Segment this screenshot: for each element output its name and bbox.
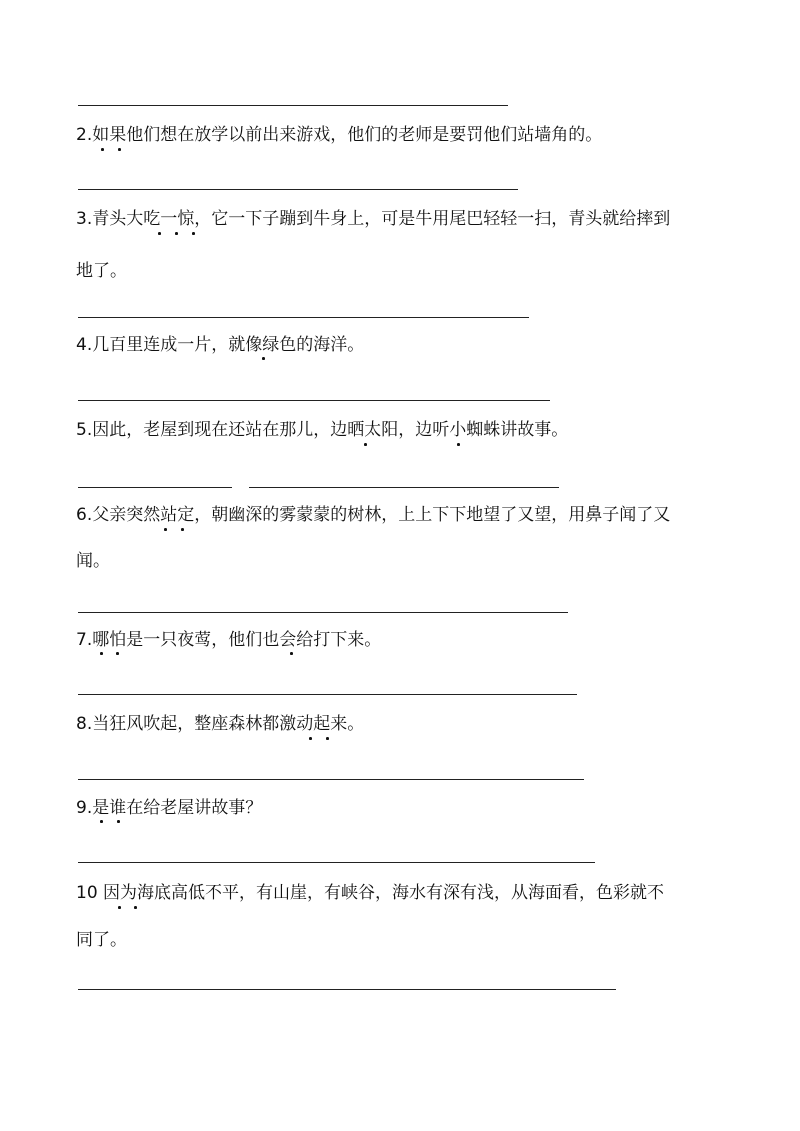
emphasis-dot [116,652,119,655]
answer-line [78,612,568,613]
emphasis-dot [100,652,103,655]
answer-line [78,694,577,695]
question-10-line-1: 10 因为海底高低不平，有山崖，有峡谷，海水有深有浅，从海面看，色彩就不 [76,883,665,903]
answer-line [78,989,616,990]
answer-line [78,862,595,863]
emphasis-dot [309,737,312,740]
question-3-line-1: 3.青头大吃一惊，它一下子蹦到牛身上，可是牛用尾巴轻轻一扫，青头就给摔到 [76,209,671,229]
emphasis-dot [164,528,167,531]
emphasis-dot [101,148,104,151]
answer-line [78,105,508,106]
answer-line [78,317,529,318]
emphasis-dot [181,528,184,531]
emphasis-dot [134,906,137,909]
emphasis-dot [118,148,121,151]
question-5: 5.因此，老屋到现在还站在那儿，边晒太阳，边听小蜘蛛讲故事。 [76,420,569,440]
emphasis-dot [364,443,367,446]
answer-line [78,189,518,190]
question-3-line-2: 地了。 [76,261,127,281]
answer-line-right [249,487,559,488]
question-6-line-1: 6.父亲突然站定，朝幽深的雾蒙蒙的树林，上上下下地望了又望，用鼻子闻了又 [76,505,671,525]
emphasis-dot [326,737,329,740]
question-9: 9.是谁在给老屋讲故事？ [76,798,263,818]
question-7: 7.哪怕是一只夜莺，他们也会给打下来。 [76,630,382,650]
question-6-line-2: 闻。 [76,551,110,571]
emphasis-dot [457,443,460,446]
emphasis-dot [100,820,103,823]
question-4: 4.几百里连成一片，就像绿色的海洋。 [76,335,365,355]
question-10-line-2: 同了。 [76,930,127,950]
emphasis-dot [192,232,195,235]
question-8: 8.当狂风吹起，整座森林都激动起来。 [76,714,365,734]
answer-line-left [78,487,232,488]
emphasis-dot [175,232,178,235]
emphasis-dot [262,357,265,360]
emphasis-dot [117,820,120,823]
emphasis-dot [118,906,121,909]
emphasis-dot [158,232,161,235]
emphasis-dot [290,652,293,655]
question-2: 2.如果他们想在放学以前出来游戏，他们的老师是要罚他们站墙角的。 [76,125,603,145]
answer-line [78,779,584,780]
answer-line [78,400,550,401]
